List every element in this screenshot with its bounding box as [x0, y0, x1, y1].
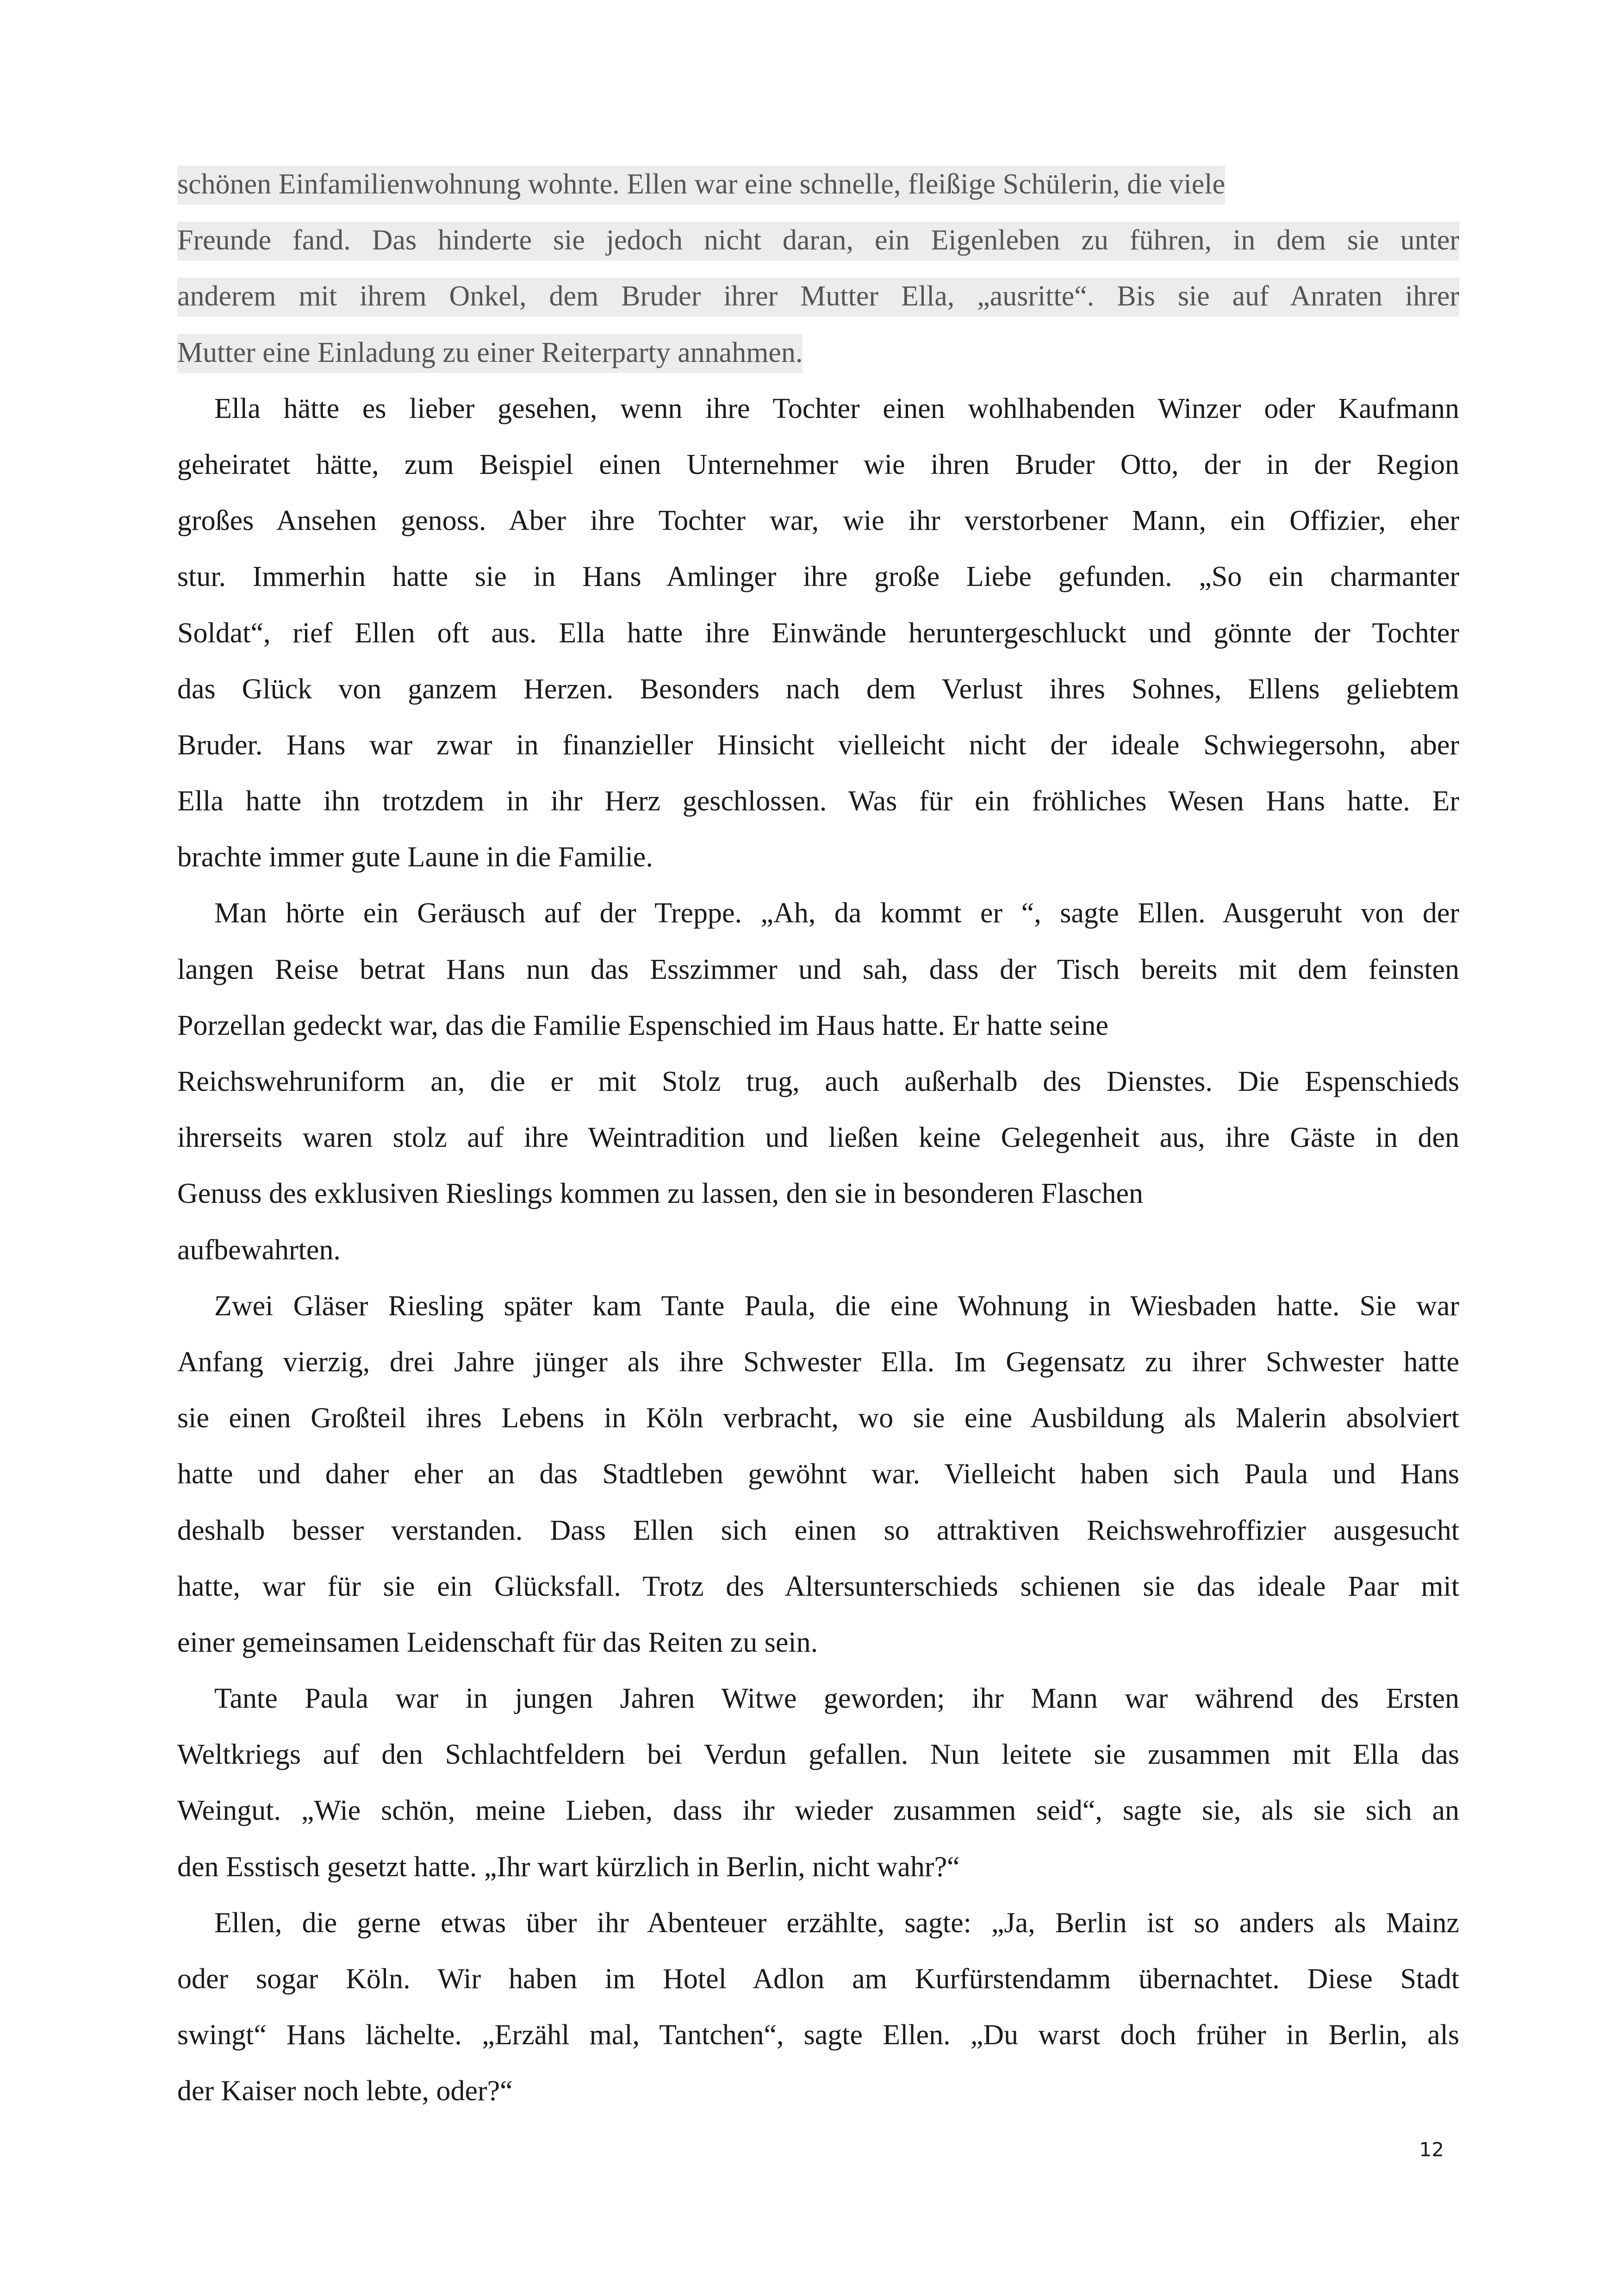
- text-line: [177, 829, 1459, 885]
- text-line: [177, 437, 1459, 493]
- text-line: [177, 1503, 1459, 1559]
- line-text: Weltkriegs auf den Schlachtfeldern bei Verdun gefallen. Nun leitete sie zusammen mit Ella das: [177, 1739, 1459, 1771]
- text-line: [177, 2007, 1459, 2063]
- line-text: sie einen Großteil ihres Lebens in Köln verbracht, wo sie eine Ausbildung als Malerin absolviert: [177, 1402, 1459, 1434]
- text-line: [177, 156, 1459, 212]
- text-line: [177, 1839, 1459, 1895]
- line-text: das Glück von ganzem Herzen. Besonders nach dem Verlust ihres Sohnes, Ellens geliebtem: [177, 673, 1459, 705]
- text-line: [177, 1166, 1459, 1222]
- text-line: [177, 1783, 1459, 1839]
- text-line: [177, 1110, 1459, 1166]
- line-text: oder sogar Köln. Wir haben im Hotel Adlon am Kurfürstendamm übernachtet. Diese Stadt: [177, 1963, 1459, 1995]
- text-line: [177, 325, 1459, 381]
- text-line: [177, 998, 1459, 1054]
- text-line: [177, 717, 1459, 773]
- text-line: [177, 773, 1459, 829]
- line-text: Bruder. Hans war zwar in finanzieller Hinsicht vielleicht nicht der ideale Schwiegersohn, aber: [177, 729, 1459, 761]
- text-line: [177, 1390, 1459, 1446]
- text-line: [177, 1951, 1459, 2007]
- line-text: Reichswehruniform an, die er mit Stolz trug, auch außerhalb des Dienstes. Die Espenschieds: [177, 1066, 1459, 1097]
- text-line: [177, 1615, 1459, 1671]
- text-line: [177, 493, 1459, 549]
- line-text: hatte und daher eher an das Stadtleben gewöhnt war. Vielleicht haben sich Paula und Hans: [177, 1458, 1459, 1490]
- line-text: Zwei Gläser Riesling später kam Tante Paula, die eine Wohnung in Wiesbaden hatte. Sie war: [214, 1290, 1459, 1322]
- highlighted-text: anderem mit ihrem Onkel, dem Bruder ihrer Mutter Ella, „ausritte“. Bis sie auf Anraten ihrer: [177, 278, 1459, 317]
- text-line: [177, 885, 1459, 941]
- line-text: ihrerseits waren stolz auf ihre Weintradition und ließen keine Gelegenheit aus, ihre Gäste in den: [177, 1122, 1459, 1154]
- text-line: [177, 942, 1459, 998]
- text-line: [177, 605, 1459, 661]
- page-number: 12: [1419, 2138, 1444, 2161]
- line-text: Genuss des exklusiven Rieslings kommen zu lassen, den sie in besonderen Flaschen: [177, 1178, 1143, 1210]
- text-line: [177, 1054, 1459, 1110]
- text-line: [177, 381, 1459, 437]
- line-text: den Esstisch gesetzt hatte. „Ihr wart kürzlich in Berlin, nicht wahr?“: [177, 1851, 960, 1883]
- text-line: [177, 549, 1459, 605]
- highlighted-text: schönen Einfamilienwohnung wohnte. Ellen war eine schnelle, fleißige Schülerin, die viele: [177, 166, 1225, 205]
- line-text: geheiratet hätte, zum Beispiel einen Unternehmer wie ihren Bruder Otto, der in der Region: [177, 448, 1459, 480]
- line-text: swingt“ Hans lächelte. „Erzähl mal, Tantchen“, sagte Ellen. „Du warst doch früher in Berlin, als: [177, 2019, 1459, 2051]
- highlighted-text: Freunde fand. Das hinderte sie jedoch nicht daran, ein Eigenleben zu führen, in dem sie unter: [177, 222, 1459, 261]
- text-line: [177, 212, 1459, 268]
- text-line: [177, 1222, 1459, 1278]
- line-text: Tante Paula war in jungen Jahren Witwe geworden; ihr Mann war während des Ersten: [214, 1683, 1459, 1715]
- line-text: Ella hatte ihn trotzdem in ihr Herz geschlossen. Was für ein fröhliches Wesen Hans hatte. Er: [177, 785, 1459, 817]
- text-line: [177, 661, 1459, 717]
- text-line: [177, 1334, 1459, 1390]
- line-text: hatte, war für sie ein Glücksfall. Trotz des Altersunterschieds schienen sie das ideale Paar mit: [177, 1570, 1459, 1602]
- line-text: Anfang vierzig, drei Jahre jünger als ihre Schwester Ella. Im Gegensatz zu ihrer Schwester hatte: [177, 1346, 1459, 1378]
- body-text: [177, 156, 1459, 2120]
- line-text: großes Ansehen genoss. Aber ihre Tochter war, wie ihr verstorbener Mann, ein Offizier, eher: [177, 505, 1459, 537]
- text-line: [177, 1895, 1459, 1951]
- line-text: Ella hätte es lieber gesehen, wenn ihre Tochter einen wohlhabenden Winzer oder Kaufmann: [214, 392, 1459, 424]
- text-line: [177, 1278, 1459, 1334]
- line-text: Porzellan gedeckt war, das die Familie Espenschied im Haus hatte. Er hatte seine: [177, 1009, 1108, 1041]
- text-line: [177, 1727, 1459, 1783]
- line-text: Weingut. „Wie schön, meine Lieben, dass ihr wieder zusammen seid“, sagte sie, als sie sich an: [177, 1795, 1459, 1827]
- text-line: [177, 268, 1459, 324]
- line-text: der Kaiser noch lebte, oder?“: [177, 2075, 513, 2107]
- text-line: [177, 1671, 1459, 1727]
- highlighted-text: Mutter eine Einladung zu einer Reiterparty annahmen.: [177, 334, 803, 373]
- line-text: Ellen, die gerne etwas über ihr Abenteuer erzählte, sagte: „Ja, Berlin ist so anders als Mainz: [214, 1907, 1459, 1939]
- line-text: Soldat“, rief Ellen oft aus. Ella hatte ihre Einwände heruntergeschluckt und gönnte der Tochter: [177, 617, 1459, 649]
- text-line: [177, 1446, 1459, 1502]
- line-text: langen Reise betrat Hans nun das Esszimmer und sah, dass der Tisch bereits mit dem feinsten: [177, 953, 1459, 985]
- line-text: deshalb besser verstanden. Dass Ellen sich einen so attraktiven Reichswehroffizier ausgesucht: [177, 1514, 1459, 1546]
- line-text: einer gemeinsamen Leidenschaft für das Reiten zu sein.: [177, 1626, 818, 1658]
- line-text: stur. Immerhin hatte sie in Hans Amlinger ihre große Liebe gefunden. „So ein charmanter: [177, 561, 1459, 593]
- line-text: Man hörte ein Geräusch auf der Treppe. „Ah, da kommt er “, sagte Ellen. Ausgeruht von der: [214, 897, 1459, 929]
- line-text: brachte immer gute Laune in die Familie.: [177, 841, 653, 873]
- text-line: [177, 2063, 1459, 2119]
- text-line: [177, 1559, 1459, 1615]
- line-text: aufbewahrten.: [177, 1234, 341, 1266]
